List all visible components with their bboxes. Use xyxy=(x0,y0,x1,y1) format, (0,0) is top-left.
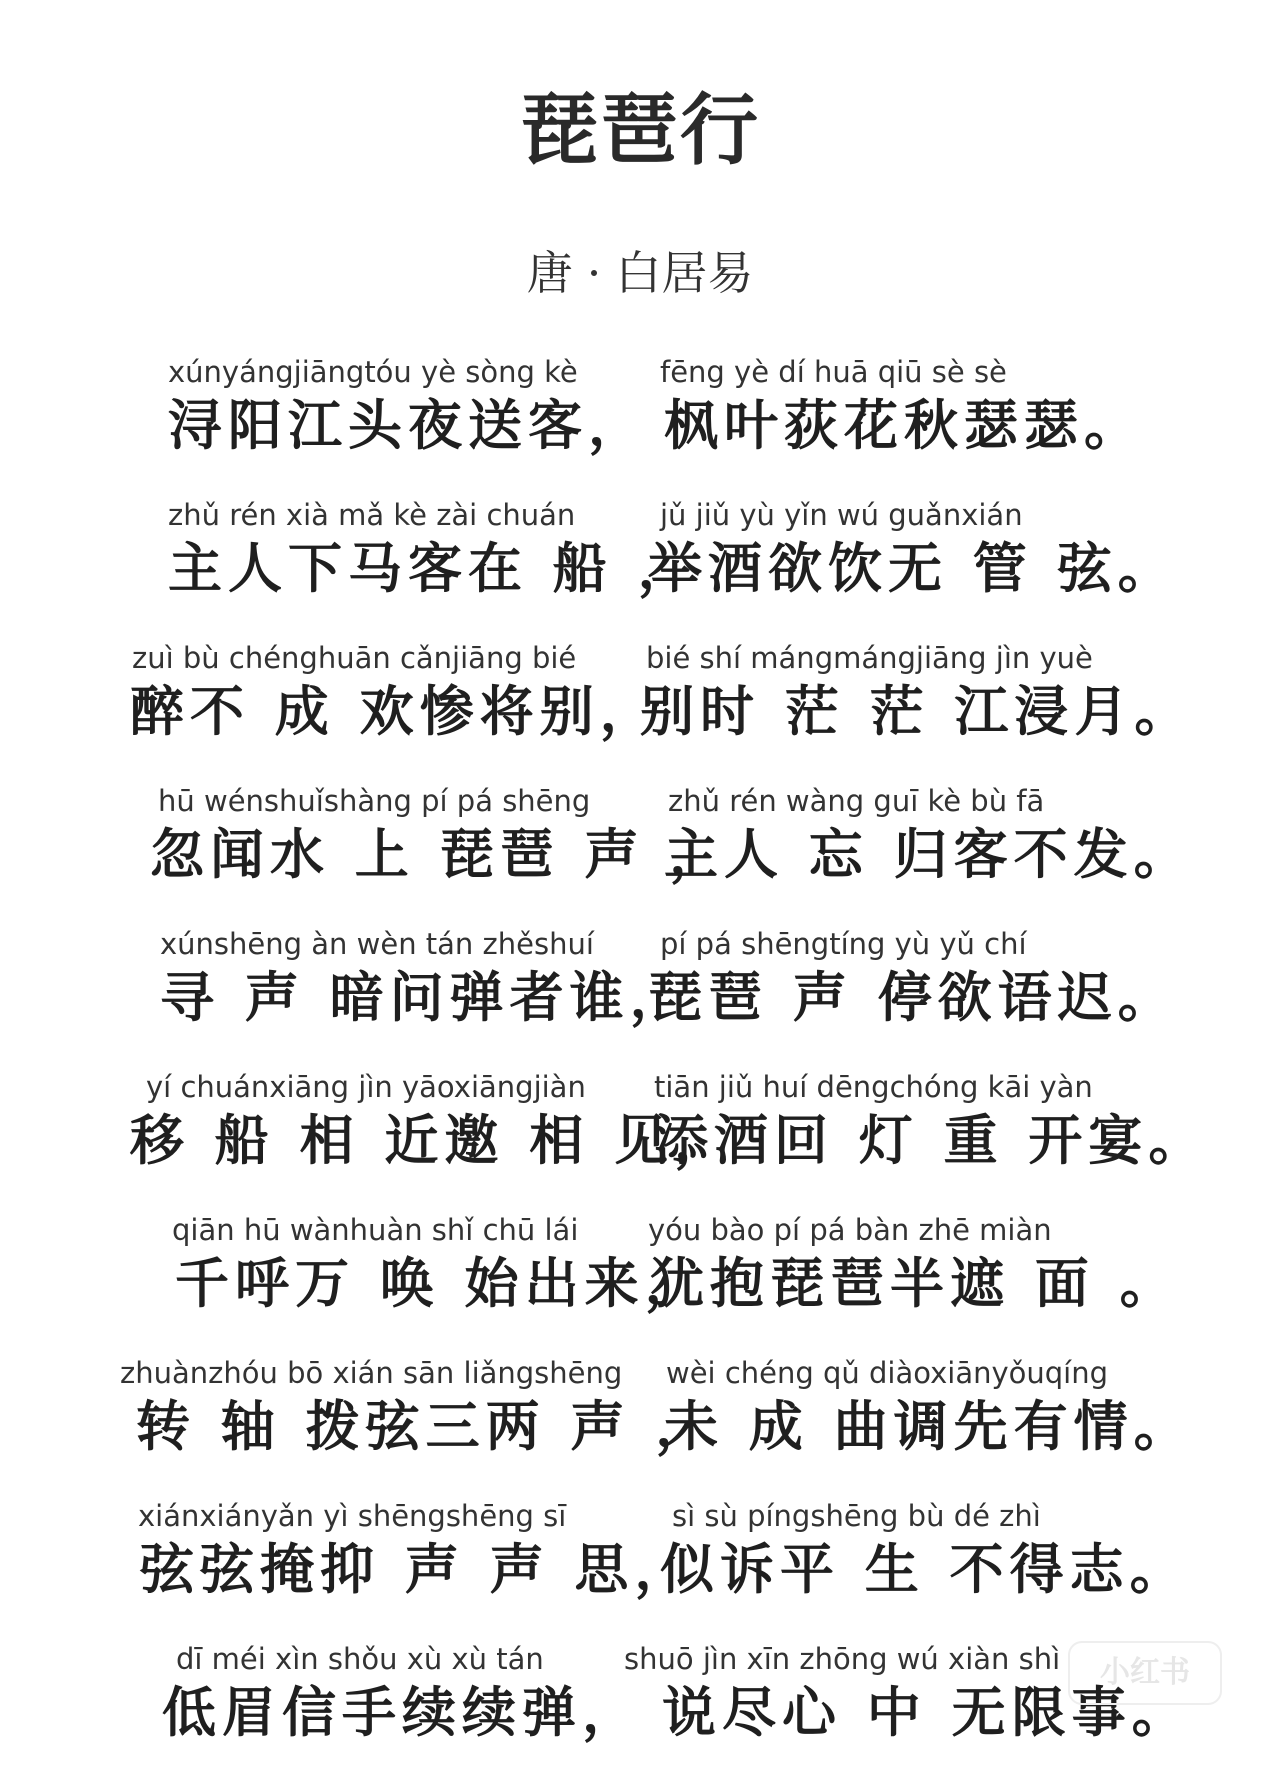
watermark-logo: 小红书 xyxy=(1068,1641,1222,1705)
hanzi-left: 移 船 相 近邀 相 见， xyxy=(130,1108,734,1172)
pinyin-left: dī méi xìn shǒu xù xù tán xyxy=(176,1642,544,1676)
poem-title: 琵琶行 xyxy=(519,85,760,176)
hanzi-right: 举酒欲饮无 管 弦。 xyxy=(648,536,1178,600)
poem-line xyxy=(0,927,1280,1060)
pinyin-right: pí pá shēngtíng yù yǔ chí xyxy=(660,927,1027,961)
poem-author xyxy=(0,246,1280,300)
pinyin-left: zuì bù chénghuān cǎnjiāng bié xyxy=(132,641,577,675)
pinyin-left: yí chuánxiāng jìn yāoxiāngjiàn xyxy=(146,1070,586,1104)
pinyin-left: xúnshēng àn wèn tán zhěshuí xyxy=(160,927,594,961)
hanzi-left: 寻 声 暗问弹者谁， xyxy=(160,965,690,1029)
pinyin-left: hū wénshuǐshàng pí pá shēng xyxy=(158,784,591,818)
pinyin-left: xúnyángjiāngtóu yè sòng kè xyxy=(168,355,578,389)
pinyin-right: jǔ jiǔ yù yǐn wú guǎnxián xyxy=(660,498,1023,532)
poem-line xyxy=(0,1070,1280,1203)
pinyin-right: bié shí mángmángjiāng jìn yuè xyxy=(646,641,1093,675)
hanzi-right: 犹抱琵琶半遮 面 。 xyxy=(650,1251,1180,1315)
hanzi-left: 低眉信手续续弹， xyxy=(162,1680,642,1744)
pinyin-right: wèi chéng qǔ diàoxiānyǒuqíng xyxy=(666,1356,1109,1390)
poem-line xyxy=(0,355,1280,488)
author-name: 白居易 xyxy=(615,246,754,300)
hanzi-right: 说尽心 中 无限事。 xyxy=(662,1680,1192,1744)
hanzi-right: 添酒回 灯 重 开宴。 xyxy=(654,1108,1209,1172)
pinyin-right: zhǔ rén wàng guī kè bù fā xyxy=(668,784,1045,818)
hanzi-left: 忽闻水 上 琵琶 声 ， xyxy=(150,822,730,886)
hanzi-left: 浔阳江头夜送客， xyxy=(168,393,648,457)
hanzi-left: 主人下马客在 船 ， xyxy=(168,536,698,600)
poem-line xyxy=(0,1499,1280,1632)
hanzi-right: 似诉平 生 不得志。 xyxy=(660,1537,1190,1601)
hanzi-right: 琵琶 声 停欲语迟。 xyxy=(648,965,1178,1029)
poem-line xyxy=(0,784,1280,917)
hanzi-right: 主人 忘 归客不发。 xyxy=(664,822,1194,886)
pinyin-left: qiān hū wànhuàn shǐ chū lái xyxy=(172,1213,579,1247)
pinyin-right: shuō jìn xīn zhōng wú xiàn shì xyxy=(624,1642,1061,1676)
author-dynasty: 唐 xyxy=(526,246,573,300)
pinyin-right: yóu bào pí pá bàn zhē miàn xyxy=(648,1213,1052,1247)
pinyin-right: tiān jiǔ huí dēngchóng kāi yàn xyxy=(654,1070,1093,1104)
hanzi-left: 转 轴 拨弦三两 声 ， xyxy=(136,1394,716,1458)
poem-line xyxy=(0,1356,1280,1489)
pinyin-left: xiánxiányǎn yì shēngshēng sī xyxy=(138,1499,567,1533)
poem-line xyxy=(0,641,1280,774)
poem-line xyxy=(0,1213,1280,1346)
hanzi-left: 弦弦掩抑 声 声 思， xyxy=(140,1537,695,1601)
hanzi-right: 别时 茫 茫 江浸月。 xyxy=(640,679,1195,743)
author-separator: · xyxy=(586,246,602,300)
hanzi-right: 未 成 曲调先有情。 xyxy=(664,1394,1194,1458)
pinyin-left: zhǔ rén xià mǎ kè zài chuán xyxy=(168,498,576,532)
hanzi-right: 枫叶荻花秋瑟瑟。 xyxy=(664,393,1144,457)
pinyin-left: zhuànzhóu bō xián sān liǎngshēng xyxy=(120,1356,623,1390)
pinyin-right: fēng yè dí huā qiū sè sè xyxy=(660,355,1007,389)
poem-line xyxy=(0,498,1280,631)
hanzi-left: 醉不 成 欢惨将别， xyxy=(130,679,660,743)
hanzi-left: 千呼万 唤 始出来， xyxy=(175,1251,705,1315)
pinyin-right: sì sù píngshēng bù dé zhì xyxy=(672,1499,1041,1533)
